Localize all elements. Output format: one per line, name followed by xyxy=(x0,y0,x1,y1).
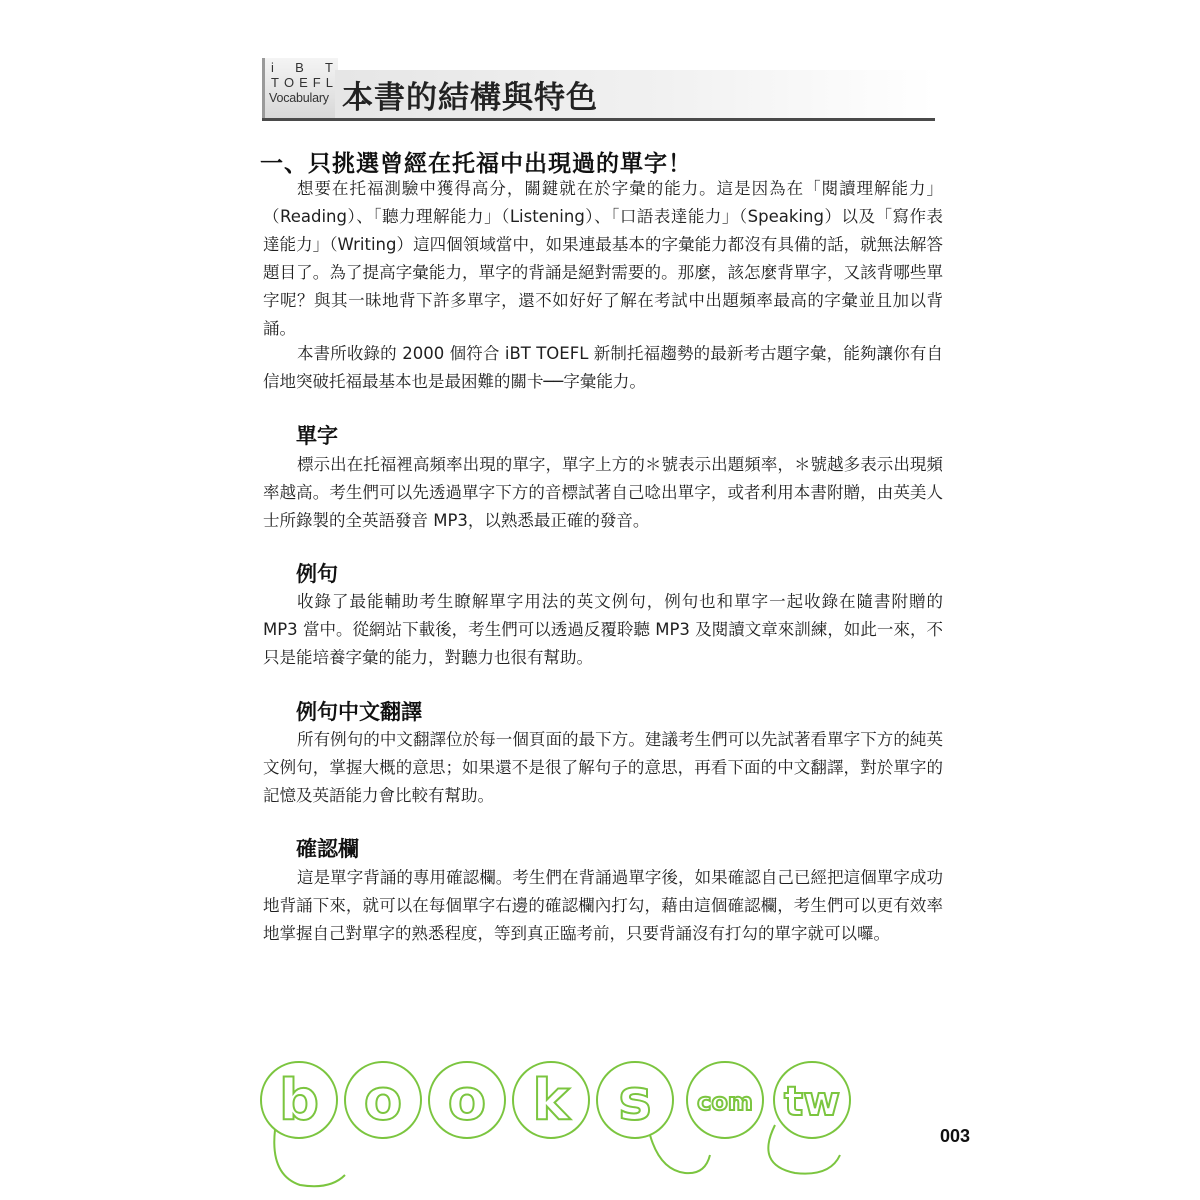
series-label-box xyxy=(262,58,338,118)
series-letter: L xyxy=(325,75,333,90)
watermark-tw: tw xyxy=(783,1079,841,1125)
page-number: 003 xyxy=(940,1126,971,1146)
series-letter: B xyxy=(295,60,304,75)
series-letter: T xyxy=(271,75,279,90)
feature-heading-example: 例句 xyxy=(296,562,338,586)
watermark-letter: b xyxy=(278,1068,320,1133)
series-letter: E xyxy=(299,75,308,90)
series-label-ibt xyxy=(271,60,333,75)
feature-heading-word: 單字 xyxy=(296,424,338,448)
feature-body-example: 收錄了最能輔助考生瞭解單字用法的英文例句，例句也和單字一起收錄在隨書附贈的 MP3 當中。從網站下載後，考生們可以透過反覆聆聽 MP3 及閱讀文章來訓練，如此一來，不只是能培養字彙的能力，對聽力也很有幫助。 xyxy=(263,592,943,667)
books-com-tw-watermark xyxy=(255,1045,945,1195)
section-heading: 一、只挑選曾經在托福中出現過的單字！ xyxy=(260,151,692,177)
watermark-tail xyxy=(650,1135,710,1173)
watermark-letter: k xyxy=(532,1068,570,1133)
intro-paragraph-1: 想要在托福測驗中獲得高分，關鍵就在於字彙的能力。這是因為在「閱讀理解能力」（Reading）、「聽力理解能力」（Listening）、「口語表達能力」（Speaking）以及「寫作表達能力」（Writing）這四個領域當中，如果連最基本的字彙能力都沒有具備的話，就無法解答題目了。為了提高字彙能力，單字的背誦是絕對需要的。那麼，該怎麼背單字，又該背哪些單字呢？與其一昧地背下許多單字，還不如好好了解在考試中出題頻率最高的字彙並且加以背誦。 xyxy=(263,179,943,338)
feature-heading-checkbox: 確認欄 xyxy=(296,837,359,861)
series-letter: i xyxy=(271,60,274,75)
feature-body-checkbox: 這是單字背誦的專用確認欄。考生們在背誦過單字後，如果確認自己已經把這個單字成功地背誦下來，就可以在每個單字右邊的確認欄內打勾，藉由這個確認欄，考生們可以更有效率地掌握自己對單字的熟悉程度，等到真正臨考前，只要背誦沒有打勾的單字就可以囉。 xyxy=(263,868,943,943)
watermark-com: com xyxy=(697,1088,753,1116)
watermark-letter: s xyxy=(618,1068,652,1133)
series-label-vocabulary: Vocabulary xyxy=(269,91,329,105)
watermark-letter: o xyxy=(363,1068,403,1133)
series-label-toefl xyxy=(271,75,333,90)
feature-heading-translation: 例句中文翻譯 xyxy=(296,700,422,724)
watermark-letter: o xyxy=(447,1068,487,1133)
page-title: 本書的結構與特色 xyxy=(342,80,598,116)
intro-paragraph-2: 本書所收錄的 2000 個符合 iBT TOEFL 新制托福趨勢的最新考古題字彙，能夠讓你有自信地突破托福最基本也是最困難的關卡──字彙能力。 xyxy=(263,344,943,391)
feature-body-word: 標示出在托福裡高頻率出現的單字，單字上方的＊號表示出題頻率，＊號越多表示出現頻率越高。考生們可以先透過單字下方的音標試著自己唸出單字，或者利用本書附贈，由英美人士所錄製的全英語發音 MP3，以熟悉最正確的發音。 xyxy=(263,455,943,530)
title-divider xyxy=(262,118,935,121)
series-letter: O xyxy=(283,75,295,90)
series-letter: T xyxy=(325,60,333,75)
feature-body-translation: 所有例句的中文翻譯位於每一個頁面的最下方。建議考生們可以先試著看單字下方的純英文例句，掌握大概的意思；如果還不是很了解句子的意思，再看下面的中文翻譯，對於單字的記憶及英語能力會比較有幫助。 xyxy=(263,730,943,805)
watermark-tail xyxy=(274,1130,345,1186)
series-letter: F xyxy=(312,75,321,90)
